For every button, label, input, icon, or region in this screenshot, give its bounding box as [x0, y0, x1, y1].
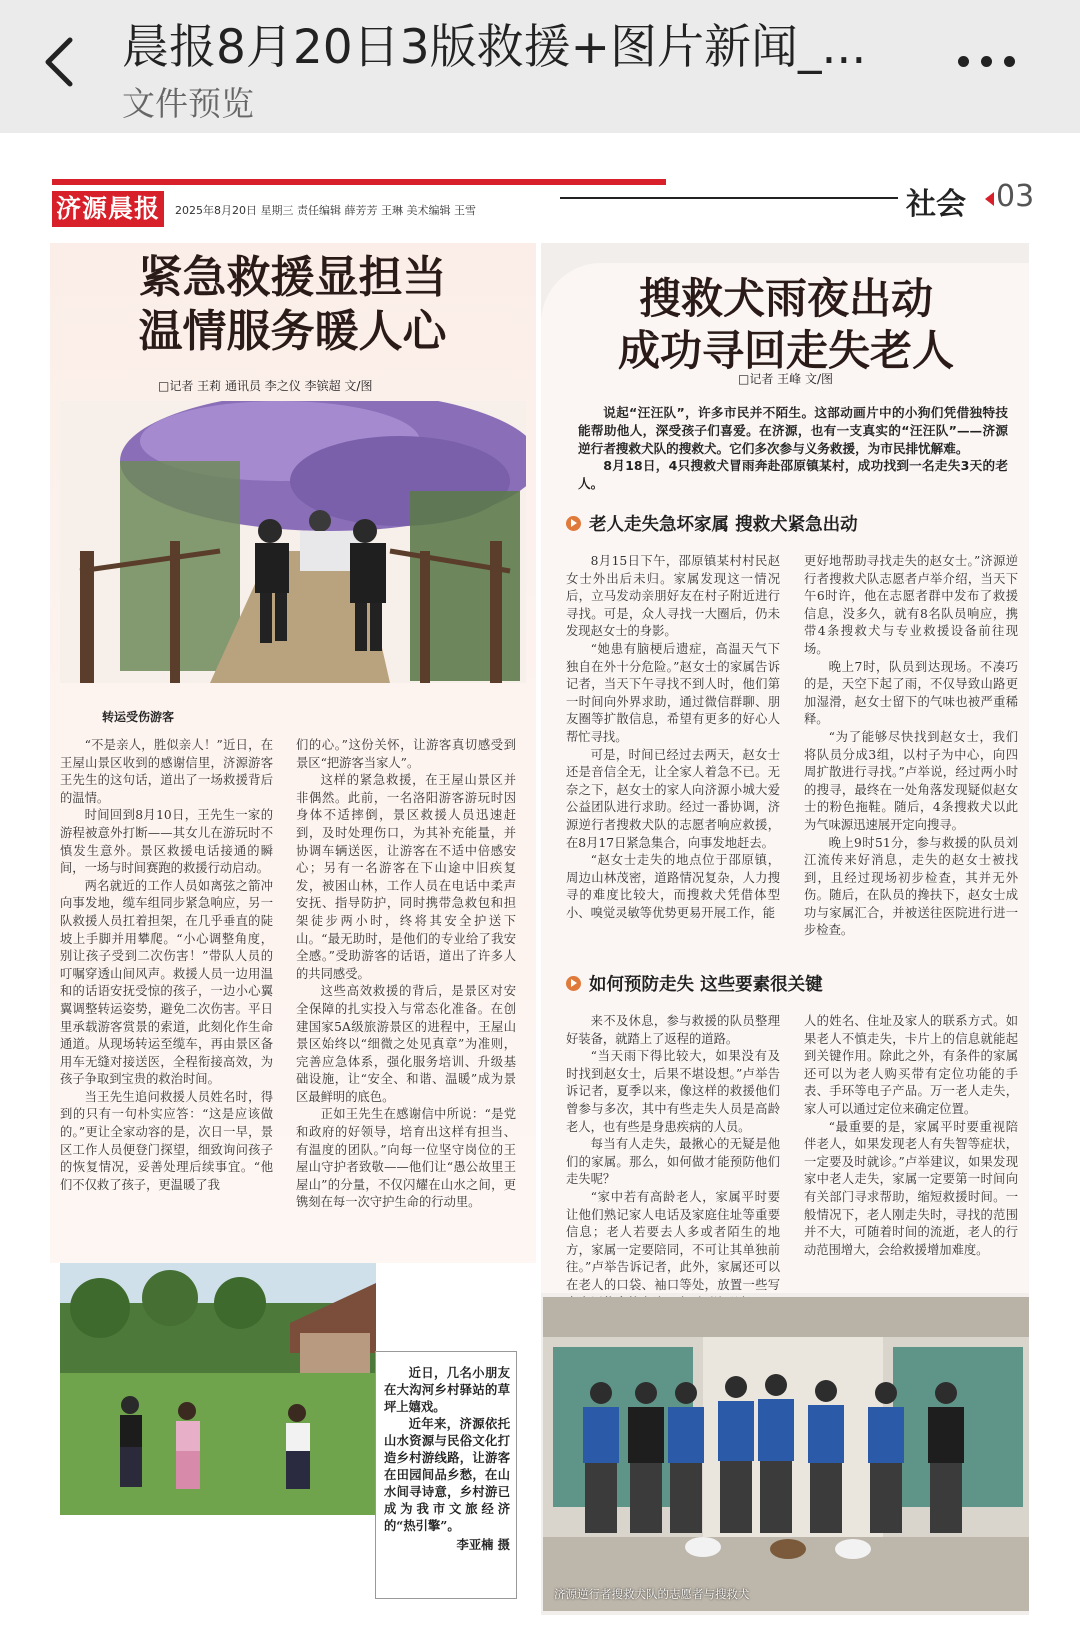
right-s1-column-2	[804, 553, 1018, 940]
photo-news-text: 近日，几名小朋友在大沟河乡村驿站的草坪上嬉戏。	[384, 1365, 510, 1414]
paragraph: 两名就近的工作人员如离弦之箭冲向事发地，缆车组同步紧急响应，另一队救援人员扛着担架，在几乎垂直的陡坡上手脚并用攀爬。“小心调整角度，别让孩子受到二次伤害！”带队人员的叮嘱穿透山间风声。救援人员一边用温和的话语安抚受惊的孩子，一边小心翼翼调整转运姿势，避免二次伤害。平日里承载游客赏景的索道，此刻化作生命通道。从现场转运至缆车，再由景区备用车无缝对接送医，全程衔接高效，为孩子争取到宝贵的救治时间。	[60, 878, 273, 1087]
rescue-photo-caption: 转运受伤游客	[102, 710, 175, 724]
paragraph: 8月15日下午，邵原镇某村村民赵女士外出后未归。家属发现这一情况后，立马发动亲朋好友在村子附近进行寻找。可是，众人寻找一大圈后，仍未发现赵女士的身影。	[566, 554, 780, 639]
left-article-headline	[60, 251, 525, 359]
paragraph: 时间回到8月10日，王先生一家的游程被意外打断——其女儿在游玩时不慎发生意外。景区救援电话接通的瞬间，一场与时间赛跑的救援行动启动。	[60, 808, 273, 876]
dateline: 2025年8月20日 星期三 责任编辑 薛芳芳 王琳 美术编辑 王雪	[175, 204, 476, 217]
document-subtitle: 文件预览	[122, 84, 254, 123]
right-article-lead	[578, 404, 1008, 493]
document-title: 晨报8月20日3版救援+图片新闻_...	[122, 20, 867, 75]
paragraph: 当王先生追问救援人员姓名时，得到的只有一句朴实应答：“这是应该做的。”更让全家动容的是，次日一早，景区工作人员便登门探望，细致询问孩子的恢复情况，妥善处理后续事宜。“他们不仅救了孩子，更温暖了我	[60, 1089, 273, 1192]
subhead-1	[566, 511, 858, 536]
paragraph: “家中若有高龄老人，家属平时要让他们熟记家人电话及家庭住址等重要信息；老人若要去人多或者陌生的地方，家属一定要陪同，不可让其单独前往。”卢举告诉记者，此外，家属还可以在老人的口袋、袖口等处，放置一些写	[566, 1189, 780, 1292]
lead-paragraph: 8月18日，4只搜救犬冒雨奔赴邵原镇某村，成功找到一名走失3天的老人。	[578, 458, 1008, 492]
headline-line-1: 紧急救援显担当	[138, 252, 447, 303]
subhead-2	[566, 971, 823, 996]
paragraph: 每当有人走失，最揪心的无疑是他们的家属。那么，如何做才能预防他们走失呢？	[566, 1137, 780, 1187]
more-dots-icon[interactable]	[958, 52, 1028, 76]
paragraph: 正如王先生在感谢信中所说：“是党和政府的好领导，培育出这样有担当、有温度的团队。”向每一位坚守岗位的王屋山守护者致敬——他们让“愚公故里王屋山”的分量，不仅闪耀在山水之间，更镌刻在每一次守护生命的行动里。	[296, 1107, 516, 1210]
page-number: 03	[996, 179, 1035, 214]
paragraph: 晚上9时51分，参与救援的队员刘江流传来好消息，走失的赵女士被找到，且经过现场初步检查，其并无外伤。随后，在队员的搀扶下，赵女士成功与家属汇合，并被送往医院进行进一步检查。	[804, 835, 1018, 938]
headline-line-2: 成功寻回走失老人	[617, 326, 954, 375]
paragraph: “她患有脑梗后遗症，高温天气下独自在外十分危险。”赵女士的家属告诉记者，当天下午寻找不到人时，他们第一时间向外界求助，通过微信群聊、朋友圈等扩散信息，希望有更多的好心人帮忙寻找。	[566, 641, 780, 744]
lead-paragraph: 说起“汪汪队”，许多市民并不陌生。这部动画片中的小狗们凭借独特技能帮助他人，深受孩子们喜爱。在济源，也有一支真实的“汪汪队”——济源逆行者搜救犬队的搜救犬。它们多次参与义务救援，为市民排忧解难。	[578, 405, 1008, 456]
paragraph: 人的姓名、住址及家人的联系方式。如果老人不慎走失，卡片上的信息就能起到关键作用。除此之外，有条件的家属还可以为老人购买带有定位功能的手表、手环等电子产品。万一老人走失，家人可以通过定位来确定位置。	[804, 1014, 1018, 1116]
paragraph: 可是，时间已经过去两天，赵女士还是音信全无，让全家人着急不已。无奈之下，赵女士的家人向济源小城大爱公益团队进行求助。经过一番协调，济源逆行者搜救犬队的志愿者响应救援，在8月17日紧急集合，向事发地赶去。	[566, 747, 780, 850]
chevron-left-icon[interactable]	[40, 36, 80, 88]
app-bar	[0, 0, 1080, 133]
paragraph: 更好地帮助寻找走失的赵女士。”济源逆行者搜救犬队志愿者卢举介绍，当天下午6时许，他在志愿者群中发布了救援信息，没多久，就有8名队员响应，携带4条搜救犬与专业救援设备前往现场。	[804, 554, 1018, 656]
right-s2-column-1	[566, 1013, 780, 1312]
headline-line-2: 温情服务暖人心	[138, 306, 447, 357]
section-name: 社会	[906, 187, 966, 222]
right-byline: □记者 王峰 文/图	[738, 372, 834, 386]
header-rule	[560, 197, 898, 199]
paragraph: “当天雨下得比较大，如果没有及时找到赵女士，后果不堪设想。”卢举告诉记者，夏季以来，像这样的救援他们曾参与多次，其中有些走失人员是高龄老人，也有些是身患疾病的人员。	[566, 1049, 780, 1134]
header-red-rule	[52, 179, 666, 185]
paragraph: 们的心。”这份关怀，让游客真切感受到景区“把游客当家人”。	[296, 738, 516, 770]
left-article-column-2	[296, 737, 516, 1212]
right-s2-column-2	[804, 1013, 1018, 1259]
headline-line-1: 搜救犬雨夜出动	[638, 274, 933, 323]
paragraph: “赵女士走失的地点位于邵原镇，周边山林茂密，道路情况复杂，人力搜寻的难度比较大，而搜救犬凭借体型小、嗅觉灵敏等优势更易开展工作，能	[566, 853, 780, 920]
paragraph: 这些高效救援的背后，是景区对安全保障的扎实投入与常态化准备。在创建国家5A级旅游景区的进程中，王屋山景区始终以“细微之处见真章”为准则，完善应急体系，强化服务培训、升级基础设施，让“安全、和谐、温暖”成为景区最鲜明的底色。	[296, 984, 516, 1104]
section-marker-icon	[985, 192, 994, 206]
rescue-team-photo	[543, 1297, 1029, 1611]
play-circle-icon	[566, 976, 581, 991]
paragraph: “最重要的是，家属平时要重视陪伴老人，如果发现老人有失智等症状，一定要及时就诊。”卢举建议，如果发现家中老人走失，家属一定要第一时间向有关部门寻求帮助，缩短救援时间。一般情况下，老人刚走失时，寻找的范围并不大，可随着时间的流逝，老人的行动范围增大，会给救援增加难度。	[804, 1119, 1018, 1257]
newspaper-page[interactable]	[0, 133, 1080, 1644]
paragraph: 这样的紧急救援，在王屋山景区并非偶然。此前，一名洛阳游客游玩时因身体不适摔倒，景区救援人员迅速赶到，及时处理伤口，为其补充能量，并协调车辆送医，让游客在不适中倍感安心；另有一名游客在下山途中旧疾复发，被困山林，工作人员在电话中柔声安抚、指导防护，同时携带急救包和担架徒步两小时，终将其安全护送下山。“最无助时，是他们的专业给了我安全感。”受助游客的话语，道出了许多人的共同感受。	[296, 773, 516, 981]
paragraph: 晚上7时，队员到达现场。不凑巧的是，天空下起了雨，不仅导致山路更加湿滑，赵女士留下的气味也被严重稀释。	[804, 659, 1018, 727]
photo-news-caption-box	[375, 1351, 517, 1599]
rescue-photo	[60, 401, 526, 683]
left-article-column-1	[60, 737, 273, 1194]
subhead-text: 老人走失急坏家属 搜救犬紧急出动	[589, 515, 858, 535]
subhead-text: 如何预防走失 这些要素很关键	[589, 975, 823, 995]
paragraph: “不是亲人，胜似亲人！”近日，在王屋山景区收到的感谢信里，济源游客王先生的这句话，道出了一场救援背后的温情。	[60, 738, 273, 805]
play-circle-icon	[566, 516, 581, 531]
right-s1-column-1	[566, 553, 780, 922]
right-article-headline	[556, 273, 1016, 377]
paragraph: “为了能够尽快找到赵女士，我们将队员分成3组，以村子为中心，向四周扩散进行寻找。”卢举说，经过两小时的搜寻，最终在一处角落发现疑似赵女士的粉色拖鞋。随后，4条搜救犬以此为气味源迅速展开定向搜寻。	[804, 729, 1018, 832]
village-photo	[60, 1263, 376, 1515]
masthead-logo: 济源晨报	[52, 191, 164, 227]
team-photo-caption: 济源逆行者搜救犬队的志愿者与搜救犬	[554, 1587, 750, 1601]
photo-news-credit: 李亚楠 摄	[456, 1537, 510, 1552]
left-byline: □记者 王莉 通讯员 李之仪 李镔超 文/图	[158, 379, 373, 393]
photo-news-text: 近年来，济源依托山水资源与民俗文化打造乡村游线路，让游客在田园间品乡愁，在山水间寻诗意，乡村游已成为我市文旅经济的“热引擎”。	[384, 1416, 510, 1533]
paragraph: 来不及休息，参与救援的队员整理好装备，就踏上了返程的道路。	[566, 1014, 780, 1046]
